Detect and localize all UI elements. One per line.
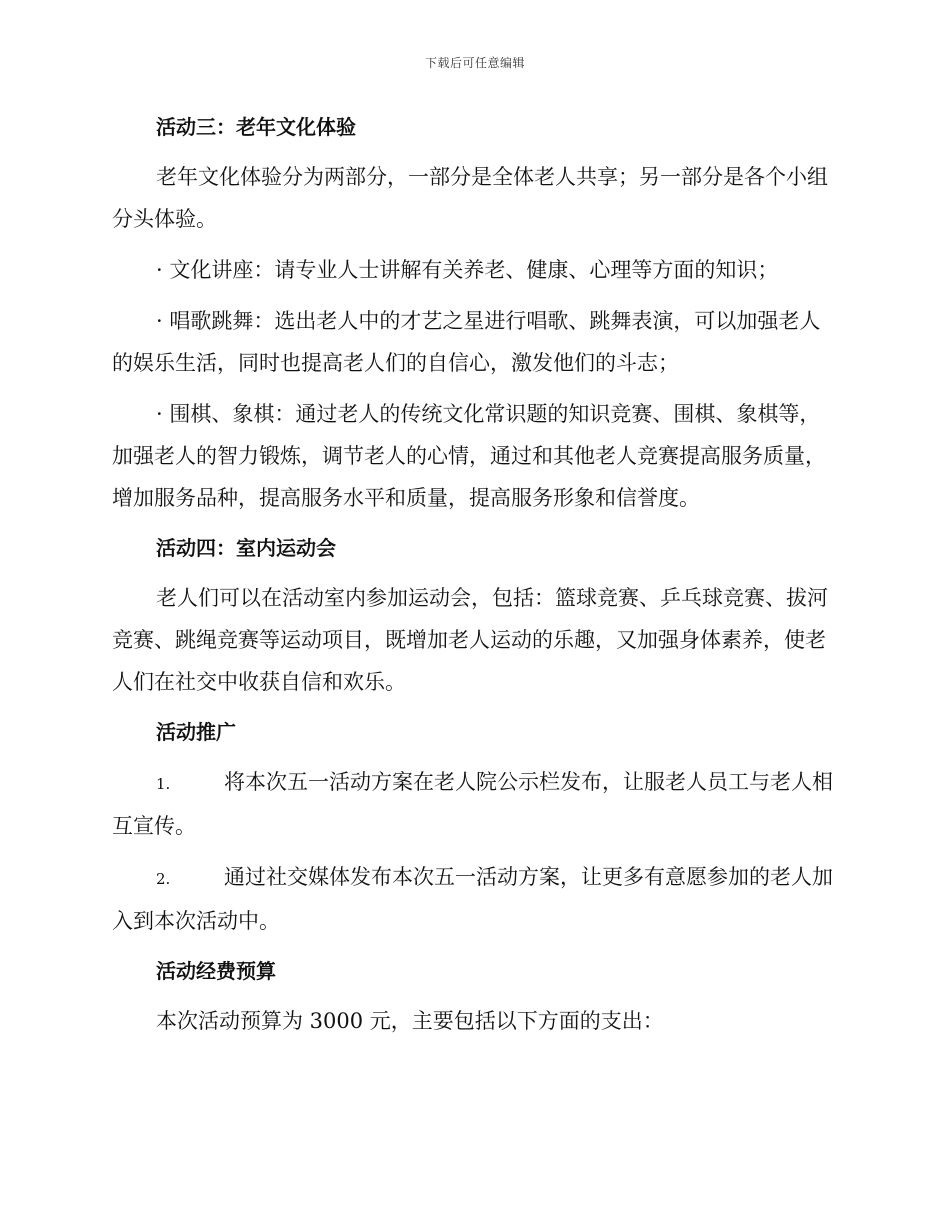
activity4-body: 老人们可以在活动室内参加运动会，包括：篮球竞赛、乒乓球竞赛、拔河竞赛、跳绳竞赛等运动项目，既增加老人运动的乐趣，又加强身体素养，使老人们在社交中收获自信和欢乐。 [112,586,828,694]
header-note: 下载后可任意编辑 [424,56,525,70]
budget-heading: 活动经费预算 [156,959,276,983]
promotion-item-1-number: 1. [156,775,171,793]
promotion-item-1-text: 将本次五一活动方案在老人院公示栏发布，让服老人员工与老人相互宣传。 [112,770,833,838]
budget-body: 本次活动预算为 3000 元，主要包括以下方面的支出： [156,1009,664,1033]
promotion-item-2-number: 2. [156,870,171,888]
promotion-item-2-text: 通过社交媒体发布本次五一活动方案，让更多有意愿参加的老人加入到本次活动中。 [112,865,833,933]
activity3-heading: 活动三：老年文化体验 [156,115,356,139]
document-body [112,110,834,1042]
activity3-bullet-chess: · 围棋、象棋：通过老人的传统文化常识题的知识竞赛、围棋、象棋等，加强老人的智力锻炼，调节老人的心情，通过和其他老人竞赛提高服务质量，增加服务品种，提高服务水平和质量，提高服务形象和信誉度。 [112,402,826,510]
activity3-intro: 老年文化体验分为两部分，一部分是全体老人共享；另一部分是各个小组分头体验。 [112,165,828,231]
promotion-heading: 活动推广 [156,720,236,744]
activity3-bullet-singing: · 唱歌跳舞：选出老人中的才艺之星进行唱歌、跳舞表演，可以加强老人的娱乐生活，同时也提高老人们的自信心，激发他们的斗志； [112,309,821,375]
activity3-bullet-lecture: · 文化讲座：请专业人士讲解有关养老、健康、心理等方面的知识； [156,258,779,282]
activity4-heading: 活动四：室内运动会 [156,536,336,560]
promotion-item-2 [112,856,834,942]
promotion-item-1 [112,761,834,847]
